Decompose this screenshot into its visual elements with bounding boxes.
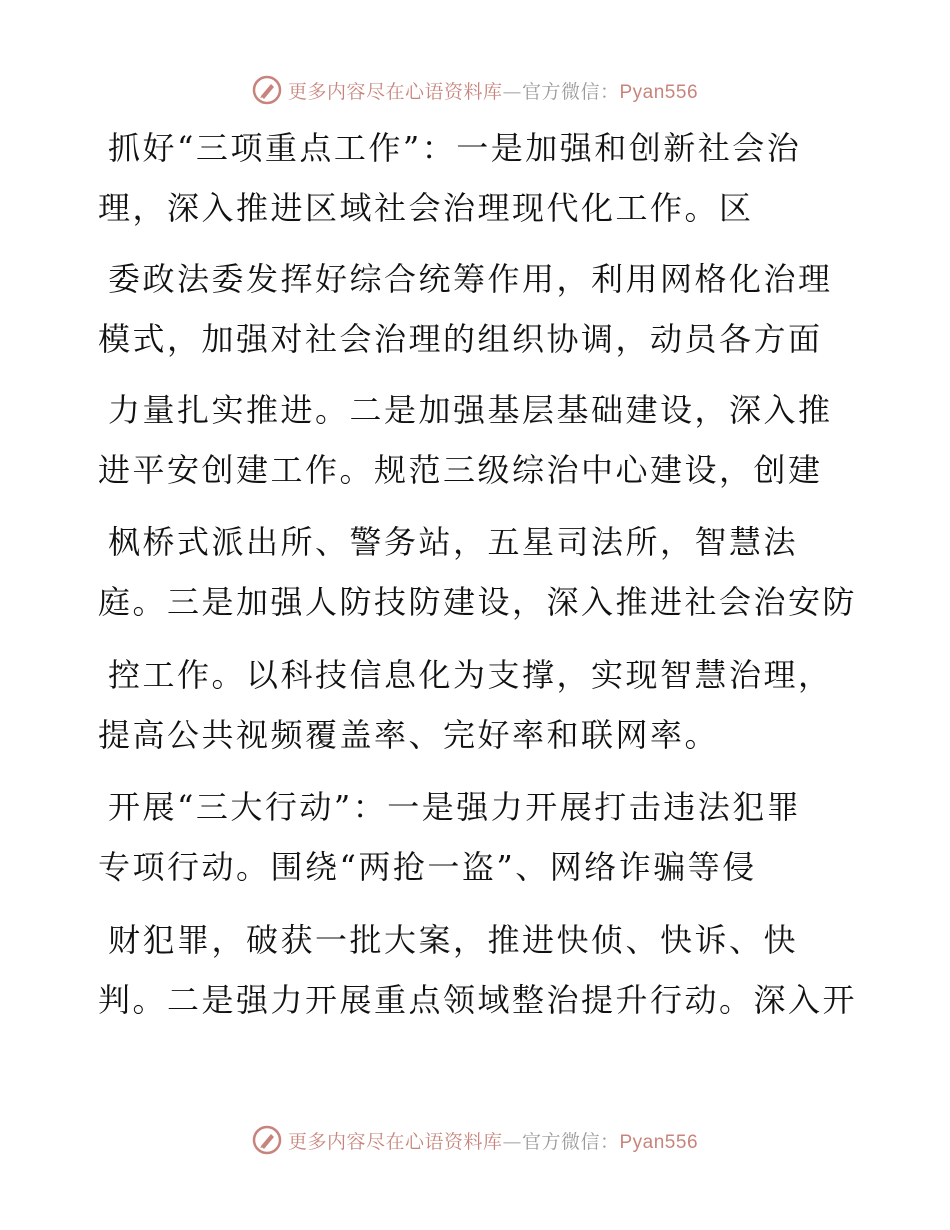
text-line: 专项行动。围绕“两抢一盗”、网络诈骗等侵: [98, 848, 757, 886]
watermark-sub: 官方微信：: [521, 80, 620, 103]
text-line: 委政法委发挥好综合统筹作用，利用网格化治理: [108, 260, 833, 298]
header-watermark: [0, 70, 950, 110]
text-line: 力量扎实推进。二是加强基层基础建设，深入推: [108, 391, 833, 429]
watermark-dash: —: [502, 1130, 522, 1153]
pen-seal-icon: [252, 75, 282, 105]
text-line: 抓好“三项重点工作”：一是加强和创新社会治: [108, 129, 802, 167]
text-line: 模式，加强对社会治理的组织协调，动员各方面: [98, 320, 823, 358]
text-line: 进平安创建工作。规范三级综治中心建设，创建: [98, 451, 823, 489]
text-line: 控工作。以科技信息化为支撑，实现智慧治理，: [108, 656, 833, 694]
watermark-sub: 官方微信：: [521, 1130, 620, 1153]
watermark-main: 更多内容尽在心语资料库: [287, 1130, 503, 1153]
text-line: 提高公共视频覆盖率、完好率和联网率。: [98, 716, 720, 754]
pen-seal-icon: [252, 1125, 282, 1155]
watermark-text: [288, 1127, 698, 1154]
text-line: 理，深入推进区域社会治理现代化工作。区: [98, 189, 754, 227]
watermark-id: Pyan556: [619, 81, 699, 103]
text-line: 开展“三大行动”：一是强力开展打击违法犯罪: [108, 788, 802, 826]
text-line: 枫桥式派出所、警务站，五星司法所，智慧法: [108, 523, 799, 561]
watermark-id: Pyan556: [619, 1131, 699, 1153]
text-line: 判。二是强力开展重点领域整治提升行动。深入开: [98, 981, 858, 1019]
text-line: 庭。三是加强人防技防建设，深入推进社会治安防: [98, 583, 858, 621]
footer-watermark: [0, 1120, 950, 1160]
watermark-main: 更多内容尽在心语资料库: [287, 80, 503, 103]
text-line: 财犯罪，破获一批大案，推进快侦、快诉、快: [108, 921, 799, 959]
watermark-dash: —: [502, 80, 522, 103]
watermark-text: [288, 77, 698, 104]
